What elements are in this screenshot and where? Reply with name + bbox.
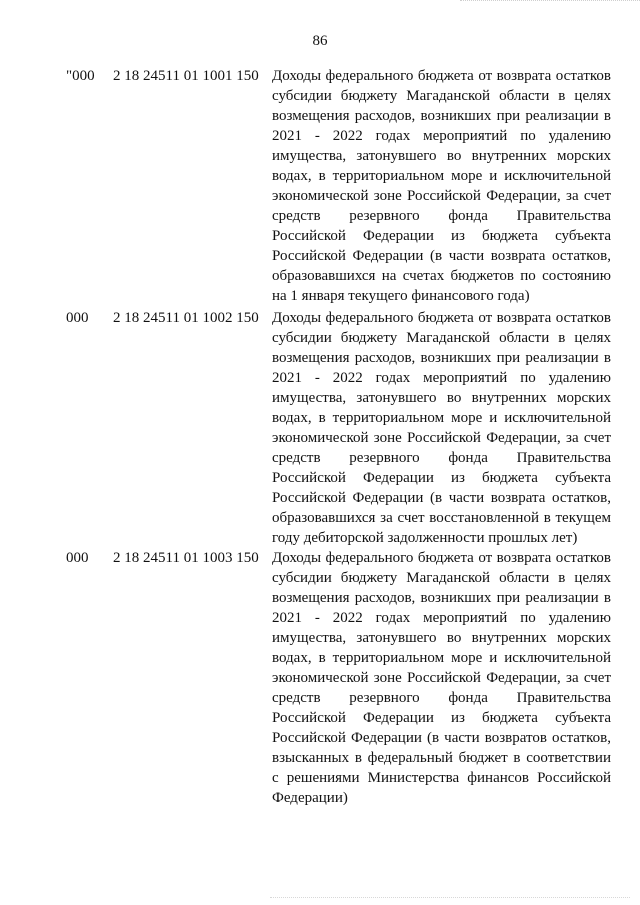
income-description: Доходы федерального бюджета от возврата остатков субсидии бюджету Магаданской области в целях возмещения расходов, возникших при реализации в 2021 - 2022 годах мероприятий по удалению имущества, затонувшего во внутренних морских водах, в территориальном море и исключительной экономической зоне Российской Федерации, за счет средств резервного фонда Правительства Российской Федерации из бюджета субъекта Российской Федерации (в части возврата остатков, образовавшихся за счет восстановленной в текущем году дебиторской задолженности прошлых лет) — [272, 310, 611, 546]
budget-classification-code: 2 18 24511 01 1002 150 — [113, 310, 259, 326]
budget-classification-code: 2 18 24511 01 1001 150 — [113, 68, 259, 84]
top-edge-mark — [460, 0, 640, 3]
budget-classification-code: 2 18 24511 01 1003 150 — [113, 550, 259, 566]
bottom-edge-mark — [270, 897, 630, 899]
income-description: Доходы федерального бюджета от возврата остатков субсидии бюджету Магаданской области в целях возмещения расходов, возникших при реализации в 2021 - 2022 годах мероприятий по удалению имущества, затонувшего во внутренних морских водах, в территориальном море и исключительной экономической зоне Российской Федерации, за счет средств резервного фонда Правительства Российской Федерации из бюджета субъекта Российской Федерации (в части возвратов остатков, взысканных в федеральный бюджет в соответствии с решениями Министерства финансов Российской Федерации) — [272, 550, 611, 806]
admin-code: "000 — [66, 68, 95, 84]
income-description: Доходы федерального бюджета от возврата остатков субсидии бюджету Магаданской области в целях возмещения расходов, возникших при реализации в 2021 - 2022 годах мероприятий по удалению имущества, затонувшего во внутренних морских водах, в территориальном море и исключительной экономической зоне Российской Федерации, за счет средств резервного фонда Правительства Российской Федерации из бюджета субъекта Российской Федерации (в части возврата остатков, образовавшихся на счетах бюджетов по состоянию на 1 января текущего финансового года) — [272, 68, 611, 304]
page-number: 86 — [312, 33, 328, 49]
admin-code: 000 — [66, 310, 89, 326]
admin-code: 000 — [66, 550, 89, 566]
